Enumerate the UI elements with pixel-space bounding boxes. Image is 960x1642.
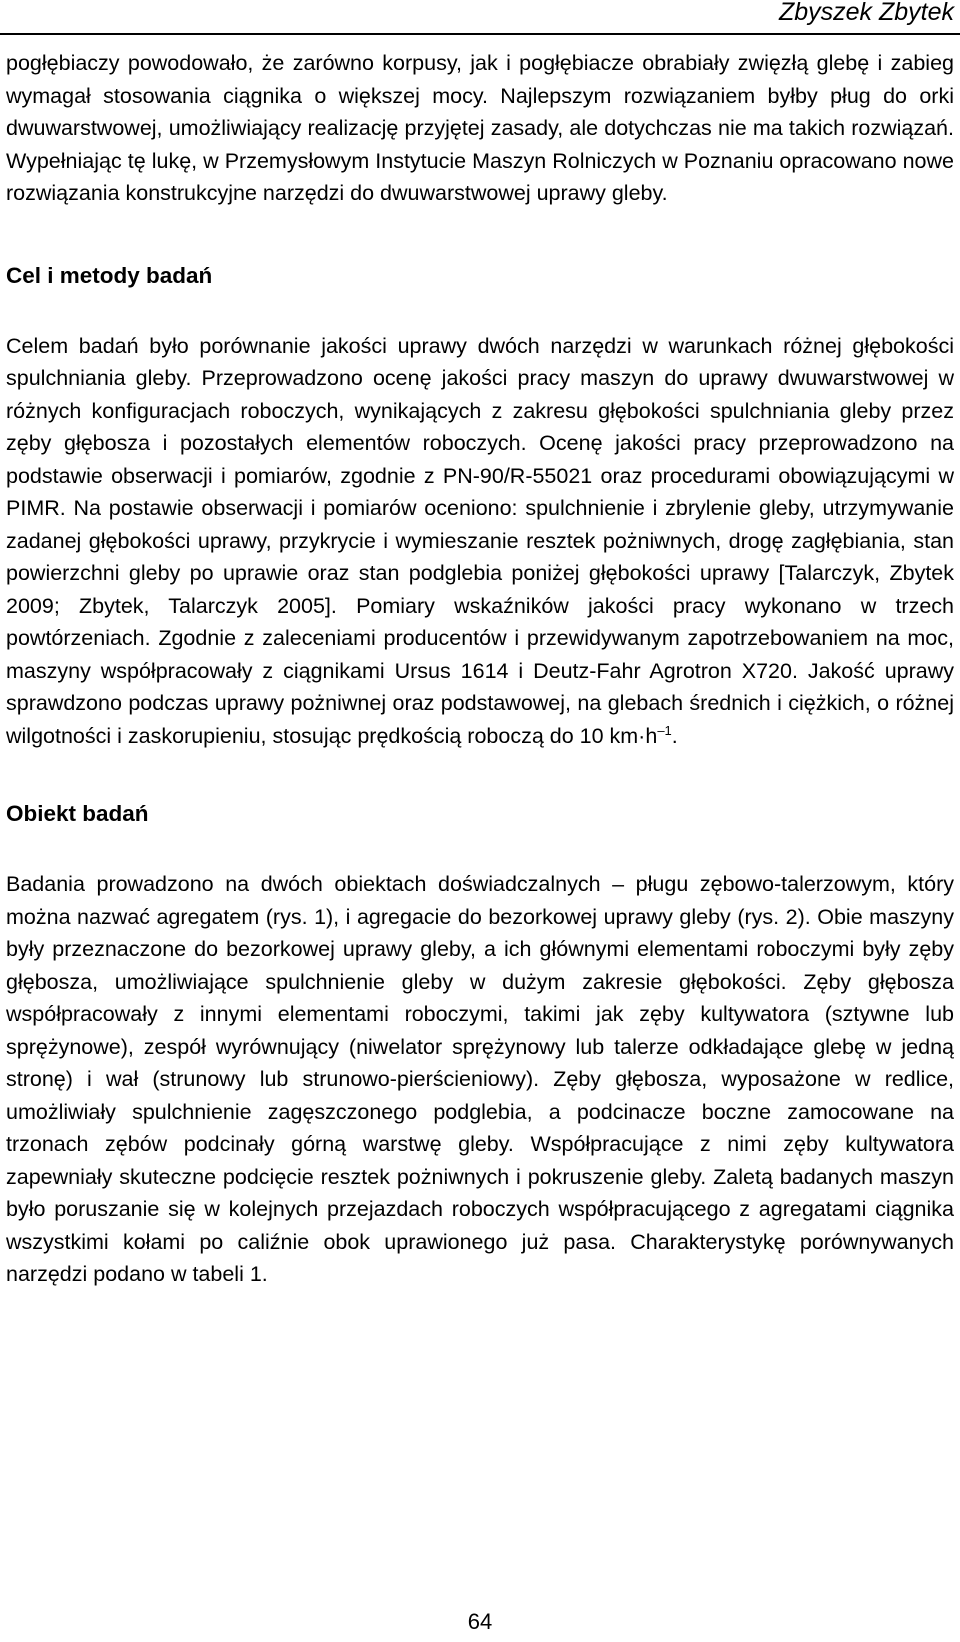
header-author: Zbyszek Zbytek — [778, 0, 954, 26]
running-header — [0, 0, 960, 35]
article-body — [6, 47, 954, 1291]
methods-paragraph-end: . — [671, 723, 678, 748]
unit-exponent: –1 — [657, 722, 672, 738]
section-heading-aim-and-methods: Cel i metody badań — [6, 262, 213, 288]
section-heading-research-object: Obiekt badań — [6, 801, 149, 826]
page-number: 64 — [467, 1609, 493, 1634]
object-paragraph: Badania prowadzono na dwóch obiektach doświadczalnych – pługu zębowo-talerzowym, który można nazwać agregatem (rys. 1), i agregacie do bezorkowej uprawy gleby (rys. 2). Obie maszyny były przeznaczone do bezorkowej uprawy gleby, a ich głównymi elementami roboczymi były zęby głębosza, umożliwiające spulchnienie gleby w dużym zakresie głębokości. Zęby głębosza współpracowały z innymi elementami roboczymi, takimi jak zęby kultywatora (sztywne lub sprężynowe), zespół wyrównujący (niwelator sprężynowy lub talerze odkładające glebę w jedną stronę) i wał (strunowy lub strunowo-pierścieniowy). Zęby głębosza, wyposażone w redlice, umożliwiały spulchnienie zagęszczonego podglebia, a podcinacze boczne zamocowane na trzonach zębów podcinały górną warstwę gleby. Współpracujące z nimi zęby kultywatora zapewniały skuteczne podcięcie resztek pożniwnych i pokruszenie gleby. Zaletą badanych maszyn było poruszanie się w kolejnych przejazdach roboczych współpracującego z agregatami ciągnika wszystkimi kołami po caliźnie obok uprawionego już pasa. Charakterystykę porównywanych narzędzi podano w tabeli 1. — [6, 872, 954, 1286]
methods-paragraph-text: Celem badań było porównanie jakości uprawy dwóch narzędzi w warunkach różnej głębokości spulchniania gleby. Przeprowadzono ocenę jakości pracy maszyn do uprawy dwuwarstwowej w różnych konfiguracjach roboczych, wynikających z zakresu głębokości spulchniania gleby przez zęby głębosza i pozostałych elementów roboczych. Ocenę jakości pracy przeprowadzono na podstawie obserwacji i pomiarów, zgodnie z PN-90/R-55021 oraz procedurami obowiązującymi w PIMR. Na postawie obserwacji i pomiarów oceniono: spulchnienie i zbrylenie gleby, utrzymywanie zadanej głębokości uprawy, przykrycie i wymieszanie resztek pożniwnych, drogę zagłębiania, stan powierzchni gleby po uprawie oraz stan podglebia poniżej głębokości uprawy [Talarczyk, Zbytek 2009; Zbytek, Talarczyk 2005]. Pomiary wskaźników jakości pracy wykonano w trzech powtórzeniach. Zgodnie z zaleceniami producentów i przewidywanym zapotrzebowaniem na moc, maszyny współpracowały z ciągnikami Ursus 1614 i Deutz-Fahr Agrotron X720. Jakość uprawy sprawdzono podczas uprawy pożniwnej oraz podstawowej, na glebach średnich i ciężkich, o różnej wilgotności i zaskorupieniu, stosując prędkością roboczą do 10 km·h — [6, 333, 954, 748]
intro-paragraph: pogłębiaczy powodowało, że zarówno korpusy, jak i pogłębiacze obrabiały zwięzłą glebę i zabieg wymagał stosowania ciągnika o większej mocy. Najlepszym rozwiązaniem byłby pług do orki dwuwarstwowej, umożliwiający realizację przyjętej zasady, ale dotychczas nie ma takich rozwiązań. Wypełniając tę lukę, w Przemysłowym Instytucie Maszyn Rolniczych w Poznaniu opracowano nowe rozwiązania konstrukcyjne narzędzi do dwuwarstwowej uprawy gleby. — [6, 51, 954, 205]
methods-paragraph — [6, 330, 954, 753]
